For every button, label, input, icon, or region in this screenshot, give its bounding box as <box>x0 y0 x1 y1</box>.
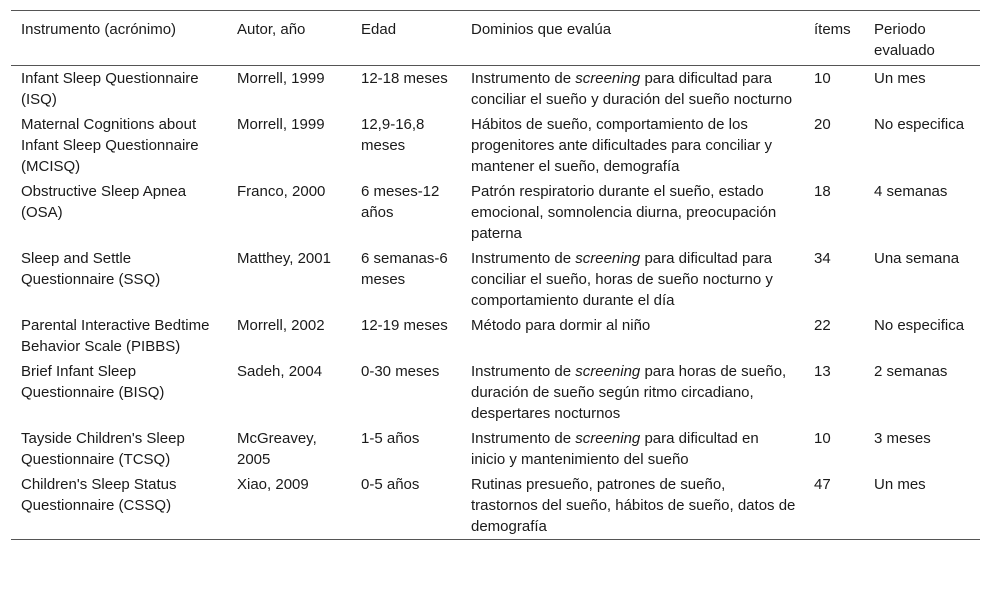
cell-dominios <box>461 426 804 472</box>
cell-items: 22 <box>814 317 831 334</box>
cell-periodo: No especifica <box>874 116 965 133</box>
dominios-emphasis: screening <box>575 70 641 87</box>
cell-edad: 12-19 meses <box>361 317 448 334</box>
dominios-text: para dificultad en inicio y mantenimiento del sueño <box>471 430 759 468</box>
cell-instrumento: Parental Interactive Bedtime Behavior Scale (PIBBS) <box>21 317 210 355</box>
cell-periodo: 4 semanas <box>874 183 948 200</box>
sleep-instruments-table-container <box>11 10 980 540</box>
cell-periodo: Un mes <box>874 70 926 87</box>
cell-periodo: 3 meses <box>874 430 931 447</box>
dominios-text: Instrumento de <box>471 430 576 447</box>
cell-items: 18 <box>814 183 831 200</box>
cell-items: 13 <box>814 363 831 380</box>
cell-dominios: Rutinas presueño, patrones de sueño, trastornos del sueño, hábitos de sueño, datos de demografía <box>471 476 796 535</box>
dominios-emphasis: screening <box>575 363 641 380</box>
dominios-text: para horas de sueño, duración de sueño según ritmo circadiano, despertares nocturnos <box>471 363 787 422</box>
cell-dominios <box>461 66 804 113</box>
header-periodo: Periodo evaluado <box>874 21 935 59</box>
cell-dominios <box>461 359 804 426</box>
dominios-text: Instrumento de <box>471 70 576 87</box>
cell-edad: 6 meses-12 años <box>361 183 440 221</box>
cell-items: 10 <box>814 430 831 447</box>
cell-items: 47 <box>814 476 831 493</box>
dominios-text: para dificultad para conciliar el sueño y duración del sueño nocturno <box>471 70 793 108</box>
cell-instrumento: Obstructive Sleep Apnea (OSA) <box>21 183 187 221</box>
dominios-text: para dificultad para conciliar el sueño, horas de sueño nocturno y comportamiento durante el día <box>471 250 773 309</box>
header-row <box>11 11 980 66</box>
table-row <box>11 359 980 426</box>
dominios-text: Instrumento de <box>471 250 576 267</box>
cell-autor: Franco, 2000 <box>237 183 326 200</box>
cell-instrumento: Infant Sleep Questionnaire (ISQ) <box>21 70 199 108</box>
cell-edad: 6 semanas-6 meses <box>361 250 448 288</box>
cell-items: 34 <box>814 250 831 267</box>
cell-periodo: Una semana <box>874 250 960 267</box>
cell-autor: McGreavey, 2005 <box>237 430 317 468</box>
cell-periodo: No especifica <box>874 317 965 334</box>
cell-autor: Morrell, 1999 <box>237 116 325 133</box>
table-row <box>11 246 980 313</box>
dominios-emphasis: screening <box>575 250 641 267</box>
cell-dominios: Patrón respiratorio durante el sueño, estado emocional, somnolencia diurna, preocupación paterna <box>471 183 777 242</box>
cell-autor: Matthey, 2001 <box>237 250 331 267</box>
cell-dominios: Método para dormir al niño <box>471 317 651 334</box>
header-edad: Edad <box>361 21 397 38</box>
cell-items: 10 <box>814 70 831 87</box>
cell-instrumento: Brief Infant Sleep Questionnaire (BISQ) <box>21 363 165 401</box>
cell-dominios <box>461 246 804 313</box>
sleep-instruments-table <box>11 10 980 540</box>
header-autor: Autor, año <box>237 21 306 38</box>
cell-periodo: 2 semanas <box>874 363 948 380</box>
cell-dominios: Hábitos de sueño, comportamiento de los progenitores ante dificultades para conciliar y mantener el sueño, demografía <box>471 116 773 175</box>
table-row <box>11 112 980 179</box>
table-row <box>11 472 980 540</box>
cell-edad: 0-30 meses <box>361 363 440 380</box>
table-header <box>11 11 980 66</box>
cell-edad: 1-5 años <box>361 430 420 447</box>
cell-autor: Xiao, 2009 <box>237 476 309 493</box>
table-row <box>11 179 980 246</box>
cell-instrumento: Tayside Children's Sleep Questionnaire (TCSQ) <box>21 430 185 468</box>
cell-edad: 12,9-16,8 meses <box>361 116 425 154</box>
dominios-emphasis: screening <box>575 430 641 447</box>
cell-autor: Morrell, 2002 <box>237 317 325 334</box>
dominios-text: Instrumento de <box>471 363 576 380</box>
table-row <box>11 66 980 113</box>
cell-instrumento: Children's Sleep Status Questionnaire (CSSQ) <box>21 476 177 514</box>
cell-autor: Sadeh, 2004 <box>237 363 323 380</box>
table-row <box>11 426 980 472</box>
header-instrumento: Instrumento (acrónimo) <box>21 21 177 38</box>
table-row <box>11 313 980 359</box>
header-items: ítems <box>814 21 851 38</box>
cell-instrumento: Maternal Cognitions about Infant Sleep Questionnaire (MCISQ) <box>21 116 199 175</box>
header-dominios: Dominios que evalúa <box>471 21 612 38</box>
cell-edad: 12-18 meses <box>361 70 448 87</box>
cell-periodo: Un mes <box>874 476 926 493</box>
cell-autor: Morrell, 1999 <box>237 70 325 87</box>
cell-instrumento: Sleep and Settle Questionnaire (SSQ) <box>21 250 161 288</box>
table-body <box>11 66 980 540</box>
cell-edad: 0-5 años <box>361 476 420 493</box>
cell-items: 20 <box>814 116 831 133</box>
